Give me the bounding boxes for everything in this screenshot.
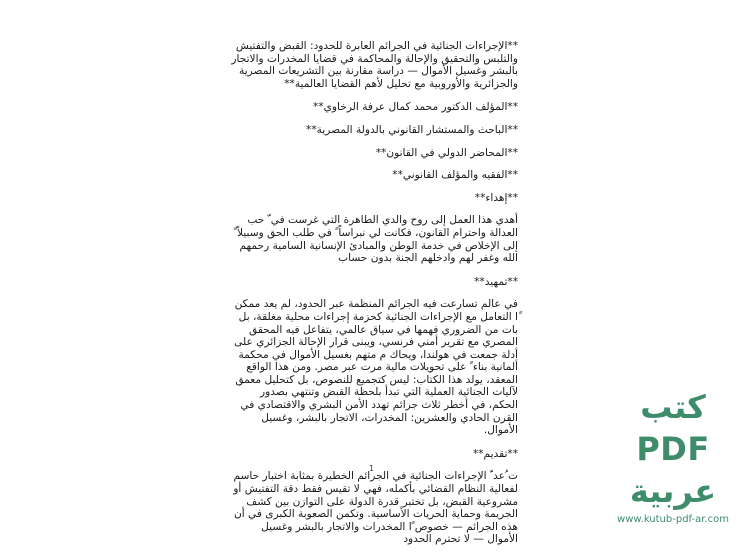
site-watermark-logo	[598, 386, 748, 525]
watermark-url: www.kutub-pdf-ar.com	[617, 514, 729, 525]
preface-heading: **تمهيد**	[474, 275, 518, 288]
dedication-text: أهدي هذا العمل إلى روح والدي الطاهرة التي غرست في ّ حب العدالة واحترام القانون، فكانت لي نبراساً ً في طلب الحق وسبيلاً ً إلى الإخلاص في خدمة الوطن والمبادئ الإنسانية السامية رحمهم الله وغفر لهم وادخلهم الجنة بدون حساب	[233, 214, 518, 265]
intro-heading: **تقديم**	[472, 447, 518, 460]
document-page	[230, 40, 518, 557]
page-number: 1	[369, 464, 375, 473]
preface-text: في عالم تسارعت فيه الجرائم المنظمة عبر الحدود، لم يعد ممكن ًا التعامل مع الإجراءات الجنائية كحزمة إجراءات محلية مغلقة، بل بات من الضروري فهمها في سياق عالمي، يتفاعل فيه المحقق المصري مع تقرير أمني فرنسي، ويبنى قرار الإحالة الجزائري على أدلة جمعت في هولندا، ويحاك م متهم بغسيل الأموال في محكمة ألمانية بناء ً على تحويلات مالية مرت عبر مصر. ومن هذا الواقع المعقد، يولد هذا الكتاب: ليس كتجميع للنصوص، بل كتحليل معمق لآليات الجنائية العملية التي تبدأ بلحظة القبض وتنتهي بصدور الحكم، في أخطر ثلاث جرائم تهدد الأمن البشري والاقتصادي في القرن الحادي والعشرين: المخدرات، الاتجار بالبشر، وغسيل الأموال.	[234, 298, 518, 437]
intro-text: ت ُعد ّ الإجراءات الجنائية في الجرائم الخطيرة بمثابة اختبار حاسم لفعالية النظام القضائي بأكمله، فهي لا تقيس فقط دقة التفتيش أو مشروعية القبض، بل تختبر قدرة الدولة على التوازن بين كشف الجريمة وحماية الحريات الأساسية. وتكمن الصعوبة الكبرى في أن هذه الجرائم — خصوص ًا المخدرات والاتجار بالبشر وغسيل الأموال — لا تحترم الحدود	[233, 470, 518, 546]
document-title: **الإجراءات الجنائية في الجرائم العابرة للحدود: القبض والتفتيش والتلبس والتحقيق والإحالة والمحاكمة في قضايا المخدرات والاتجار بالبشر وغسيل الأموال — دراسة مقارنة بين التشريعات المصرية والجزائرية والأوروبية مع تحليل لأهم القضايا العالمية**	[231, 40, 518, 90]
role-line-2: **المحاضر الدولي في القانون**	[375, 146, 518, 159]
watermark-title: كتب PDF عربية	[629, 388, 717, 510]
role-line-1: **الباحث والمستشار القانوني بالدولة المصرية**	[306, 123, 518, 136]
role-line-3: **الفقيه والمؤلف القانوني**	[392, 169, 518, 182]
dedication-heading: **إهداء**	[474, 191, 518, 204]
author-line: **المؤلف الدكتور محمد كمال عرفة الرخاوي**	[313, 101, 518, 114]
